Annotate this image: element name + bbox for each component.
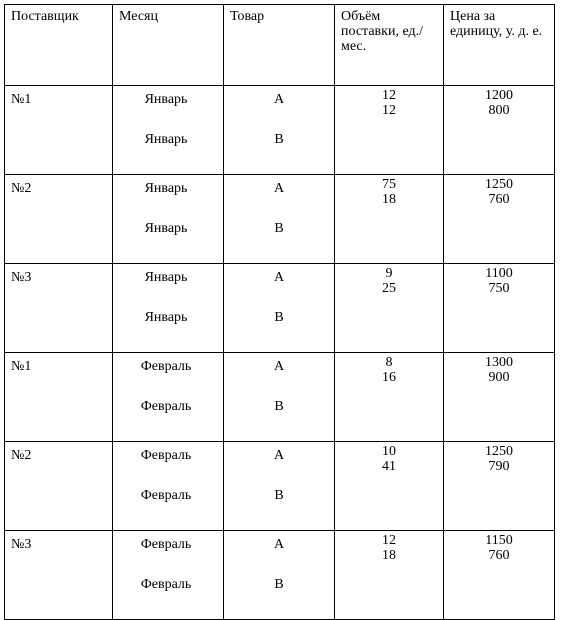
month-cell — [113, 531, 224, 620]
price-cell — [444, 531, 555, 620]
price-value: 1100 — [485, 266, 513, 281]
volume-value: 25 — [382, 281, 396, 296]
supplier-cell: №2 — [5, 442, 113, 531]
goods-value: В — [274, 488, 284, 503]
price-value: 1150 — [485, 533, 513, 548]
month-cell — [113, 353, 224, 442]
goods-cell — [224, 353, 335, 442]
volume-value: 8 — [385, 355, 393, 370]
goods-value: В — [274, 577, 284, 592]
goods-cell — [224, 531, 335, 620]
header-goods: Товар — [224, 5, 335, 86]
price-cell — [444, 353, 555, 442]
supplier-cell: №1 — [5, 353, 113, 442]
goods-value: А — [273, 181, 285, 196]
volume-value: 12 — [382, 103, 396, 118]
header-price: Цена за единицу, у. д. е. — [444, 5, 555, 86]
price-value: 1250 — [485, 177, 513, 192]
price-value: 900 — [488, 370, 510, 385]
price-value: 760 — [488, 192, 510, 207]
month-value: Февраль — [140, 359, 192, 374]
goods-value: В — [274, 221, 284, 236]
month-value: Январь — [144, 221, 188, 236]
month-cell — [113, 264, 224, 353]
volume-value: 18 — [382, 192, 396, 207]
volume-value: 18 — [382, 548, 396, 563]
goods-value: А — [273, 92, 285, 107]
price-cell — [444, 175, 555, 264]
price-value: 760 — [488, 548, 510, 563]
month-value: Февраль — [140, 537, 192, 552]
price-value: 1250 — [485, 444, 513, 459]
month-value: Январь — [144, 270, 188, 285]
volume-value: 16 — [382, 370, 396, 385]
goods-value: В — [274, 132, 284, 147]
volume-cell — [335, 353, 444, 442]
header-supplier: Поставщик — [5, 5, 113, 86]
month-value: Февраль — [140, 399, 192, 414]
header-volume: Объём поставки, ед./мес. — [335, 5, 444, 86]
header-row — [5, 5, 555, 86]
month-value: Январь — [144, 310, 188, 325]
price-value: 1300 — [485, 355, 513, 370]
goods-value: А — [273, 448, 285, 463]
goods-value: А — [273, 359, 285, 374]
goods-value: В — [274, 399, 284, 414]
price-value: 1200 — [485, 88, 513, 103]
volume-value: 12 — [382, 88, 396, 103]
volume-cell — [335, 175, 444, 264]
table-row — [5, 86, 555, 175]
month-cell — [113, 175, 224, 264]
price-cell — [444, 264, 555, 353]
volume-value: 12 — [382, 533, 396, 548]
goods-cell — [224, 86, 335, 175]
month-value: Январь — [144, 92, 188, 107]
goods-cell — [224, 442, 335, 531]
goods-value: А — [273, 270, 285, 285]
volume-cell — [335, 531, 444, 620]
goods-value: В — [274, 310, 284, 325]
goods-cell — [224, 175, 335, 264]
table-row — [5, 531, 555, 620]
month-value: Январь — [144, 181, 188, 196]
volume-value: 9 — [385, 266, 393, 281]
volume-cell — [335, 442, 444, 531]
supplier-cell: №3 — [5, 531, 113, 620]
table-row — [5, 175, 555, 264]
volume-value: 41 — [382, 459, 396, 474]
supplier-cell: №2 — [5, 175, 113, 264]
month-cell — [113, 86, 224, 175]
price-cell — [444, 86, 555, 175]
month-value: Февраль — [140, 448, 192, 463]
month-cell — [113, 442, 224, 531]
price-cell — [444, 442, 555, 531]
volume-cell — [335, 264, 444, 353]
volume-value: 10 — [382, 444, 396, 459]
month-value: Февраль — [140, 488, 192, 503]
header-month: Месяц — [113, 5, 224, 86]
month-value: Февраль — [140, 577, 192, 592]
volume-cell — [335, 86, 444, 175]
table-row — [5, 442, 555, 531]
supplier-cell: №3 — [5, 264, 113, 353]
table-row — [5, 353, 555, 442]
price-value: 750 — [488, 281, 510, 296]
table-row — [5, 264, 555, 353]
price-value: 800 — [488, 103, 510, 118]
supply-table — [4, 4, 555, 620]
goods-value: А — [273, 537, 285, 552]
goods-cell — [224, 264, 335, 353]
supplier-cell: №1 — [5, 86, 113, 175]
price-value: 790 — [488, 459, 510, 474]
month-value: Январь — [144, 132, 188, 147]
volume-value: 75 — [382, 177, 396, 192]
